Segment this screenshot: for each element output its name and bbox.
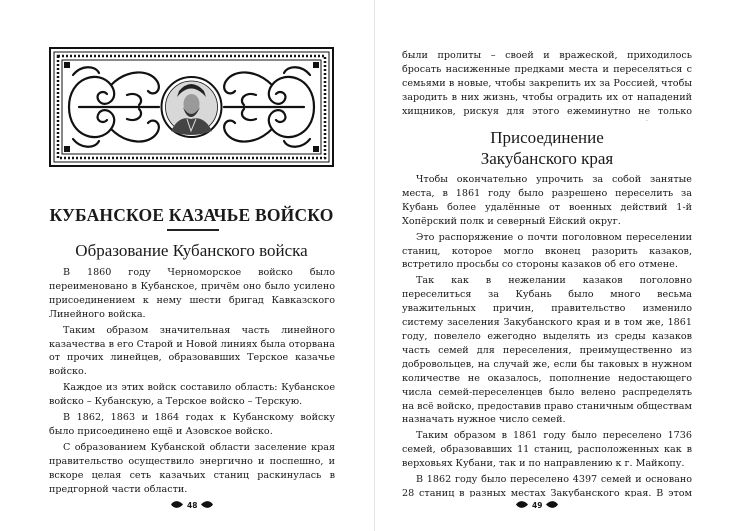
paragraph: Таким образом в 1861 году было переселено 1736 семей, образовавших 11 станиц, расположенных как в верховьях Кубани, так и по направлению к г. Майкопу. [402, 430, 692, 470]
paragraph: Чтобы окончательно упрочить за собой занятые места, в 1861 году было разрешено переселить за Кубань более удалённые от военных действий 1-й Хопёрский полк и северный Ейский округ. [402, 174, 692, 227]
title-divider [167, 229, 219, 231]
section-title-line: Закубанского края [480, 149, 614, 168]
paragraph: В 1862, 1863 и 1864 годах к Кубанскому войску было присоединено ещё и Азовское войско. [49, 412, 335, 437]
paragraph: Таким образом значительная часть линейного казачества в его Старой и Новой линиях была оторвана от прочих линейцев, образовавших Терское казачье войско. [49, 324, 335, 378]
paragraph: С образованием Кубанской области заселение края правительство осуществило энергично и поспешно, и вскоре целая сеть казачьих станиц раскинулась в предгорной части области. [49, 441, 335, 494]
paragraph: Это распоряжение о почти поголовном переселении станиц, которое могло вконец разорить казаков, встретило просьбы со стороны казаков об его отмене. [402, 231, 692, 271]
paragraph: Так как в нежелании казаков поголовно переселиться за Кубань было много весьма уважительных причин, правительство изменило систему заселения Закубанского края и в том же, 1861 году, повелело ежегодно выделять из среды казаков часть семей для переселения, преимущественно из добровольцев, на случай же, если бы таковых в нужном количестве не оказалось, пополнение недостающего числа семей-переселенцев было велено распределять на всё войско, предоставив право станичным обществам назначать нужное число семей. [402, 275, 692, 426]
page-number: 48 [187, 501, 198, 510]
ornamental-frame-icon [49, 47, 334, 167]
left-body-text [49, 266, 335, 494]
chapter-title: КУБАНСКОЕ КАЗАЧЬЕ ВОЙСКО [49, 205, 334, 225]
folio-flourish-icon [200, 500, 214, 511]
section-title: Образование Кубанского войска [75, 241, 308, 260]
section-title-line: Присоединение [490, 128, 604, 147]
paragraph: В 1862 году было переселено 4397 семей и основано 28 станиц в разных местах Закубанского края. В этом [402, 474, 692, 497]
folio-flourish-icon [170, 500, 184, 511]
right-body-text [402, 173, 692, 497]
folio-flourish-icon [545, 500, 559, 511]
right-top-text [402, 49, 692, 121]
folio-flourish-icon [515, 500, 529, 511]
cossack-portrait-icon [162, 77, 222, 137]
right-page [375, 0, 750, 531]
paragraph: Каждое из этих войск составило область: Кубанское войско – Кубанскую, а Терское войско – Терскую. [49, 382, 335, 408]
page-number-right [515, 500, 559, 511]
page-number: 49 [532, 501, 543, 510]
paragraph: были пролиты – своей и вражеской, приходилось бросать насиженные предками места и переселяться с семьями в новые, чтобы закрепить их за Россией, чтобы зародить в них жизнь, чтобы оградить их от нападений хищников, рискуя для этого ежеминутно не только [402, 50, 692, 117]
section-title [402, 127, 692, 169]
page-number-left [170, 500, 214, 511]
paragraph: В 1860 году Черноморское войско было переименовано в Кубанское, причём оно было усилено присоединением к нему шести бригад Кавказского Линейного войска. [49, 267, 335, 320]
